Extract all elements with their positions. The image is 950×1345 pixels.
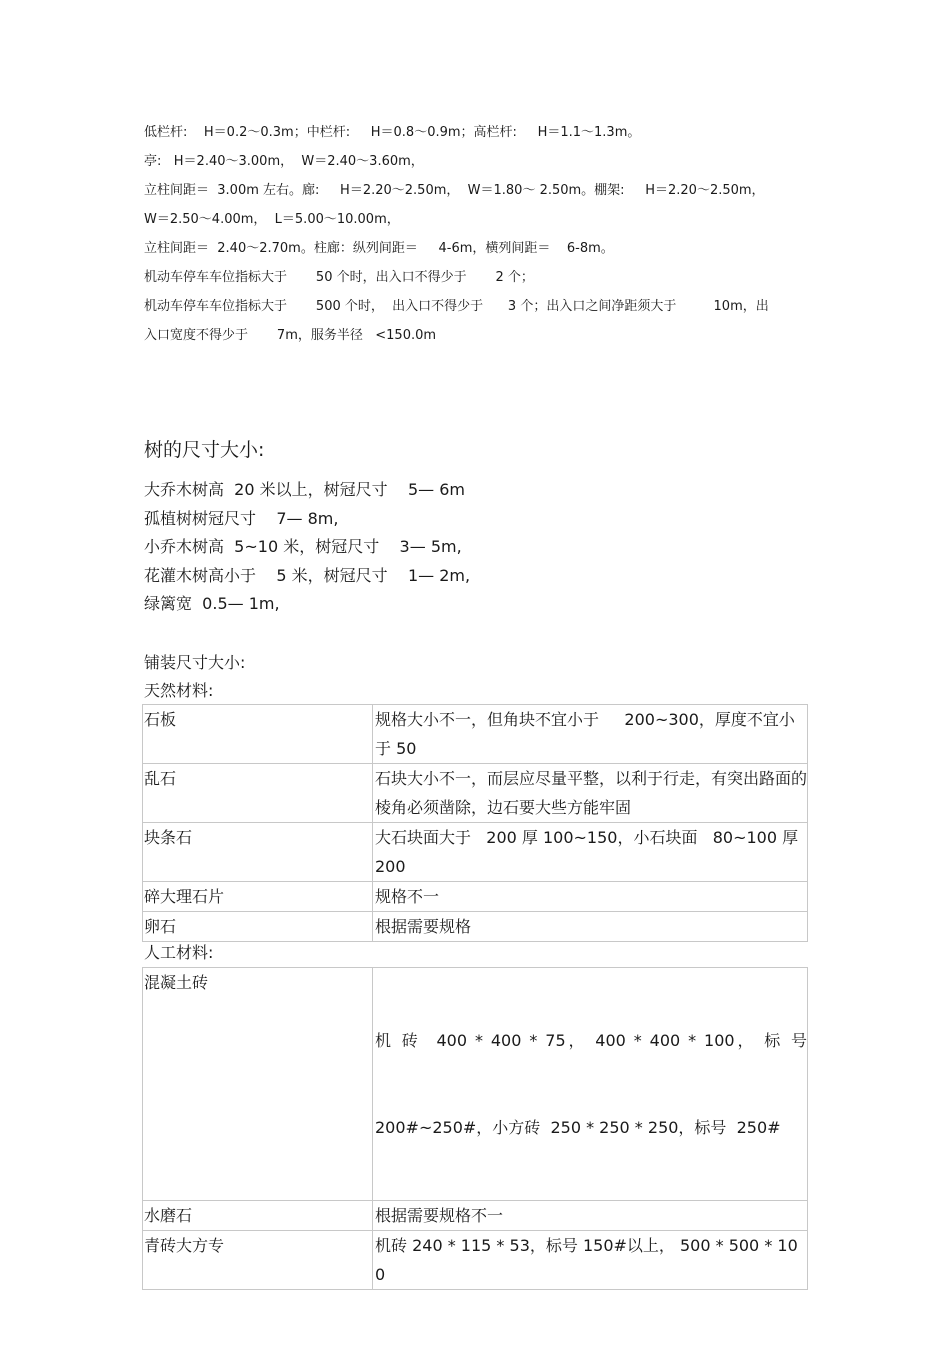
structure-spec-lines [144,118,812,350]
paving-heading: 铺装尺寸大小: [144,653,246,672]
material-name: 乱石 [143,764,373,823]
tree-size-list [144,476,470,619]
table-row [143,764,808,823]
material-spec: 根据需要规格不一 [373,1201,808,1231]
material-name: 水磨石 [143,1201,373,1231]
spec-line: 立柱间距＝ 2.40～2.70m。柱廊：纵列间距＝ 4-6m，横列间距＝ 6-8m。 [144,241,614,256]
table-row [143,705,808,764]
artificial-materials-table [142,967,808,1290]
material-name: 混凝土砖 [143,968,373,1201]
material-name: 石板 [143,705,373,764]
tree-size-line: 绿篱宽 0.5— 1m, [144,594,280,614]
tree-size-line: 大乔木树高 20 米以上，树冠尺寸 5— 6m [144,480,465,499]
table-row [143,968,808,1201]
spec-line: 机动车停车车位指标大于 500 个时， 出入口不得少于 3 个；出入口之间净距须大于 10m，出 [144,299,769,314]
table-row [143,882,808,912]
tree-size-line: 孤植树树冠尺寸 7— 8m, [144,508,339,528]
material-name: 碎大理石片 [143,882,373,912]
tree-size-line: 花灌木树高小于 5 米，树冠尺寸 1— 2m, [144,565,471,585]
material-spec: 机砖 240 * 115 * 53，标号 150#以上， 500 * 500 * 100 [373,1231,808,1290]
material-spec: 石块大小不一，而层应尽量平整，以利于行走，有突出路面的棱角必须凿除，边石要大些方能牢固 [373,764,808,823]
spec-line: 机动车停车车位指标大于 50 个时，出入口不得少于 2 个； [144,270,534,285]
trees-heading: 树的尺寸大小: [144,439,265,461]
material-name: 卵石 [143,912,373,942]
material-spec: 规格不一 [373,882,808,912]
table-row [143,1231,808,1290]
spec-line: W＝2.50～4.00m， L＝5.00～10.00m， [144,212,400,227]
spec-line: 亭: H＝2.40～3.00m， W＝2.40～3.60m， [144,154,424,169]
material-spec-line: 机 砖 400 * 400 * 75， 400 * 400 * 100， 标 号 [375,1031,807,1050]
spec-line: 立柱间距＝ 3.00m 左右。廊: H＝2.20～2.50m， W＝1.80～ 2.50m。棚架: H＝2.20～2.50m， [144,183,765,198]
table-row [143,1201,808,1231]
natural-materials-table [142,704,808,942]
spec-line: 低栏杆: H＝0.2～0.3m；中栏杆: H＝0.8～0.9m；高栏杆: H＝1.1～1.3m。 [144,125,641,140]
tree-size-line: 小乔木树高 5~10 米，树冠尺寸 3— 5m, [144,537,462,557]
artificial-materials-heading: 人工材料: [144,943,214,962]
material-name: 青砖大方专 [143,1231,373,1290]
material-spec: 规格大小不一，但角块不宜小于 200~300，厚度不宜小于 50 [373,705,808,764]
material-spec: 根据需要规格 [373,912,808,942]
table-row [143,823,808,882]
spec-line: 入口宽度不得少于 7m，服务半径 <150.0m [144,328,437,343]
material-spec-line: 200#~250#，小方砖 250 * 250 * 250，标号 250# [375,1118,781,1137]
material-name: 块条石 [143,823,373,882]
natural-materials-heading: 天然材料: [144,681,214,700]
material-spec: 大石块面大于 200 厚 100~150，小石块面 80~100 厚 200 [373,823,808,882]
table-row [143,912,808,942]
material-spec [373,968,808,1201]
